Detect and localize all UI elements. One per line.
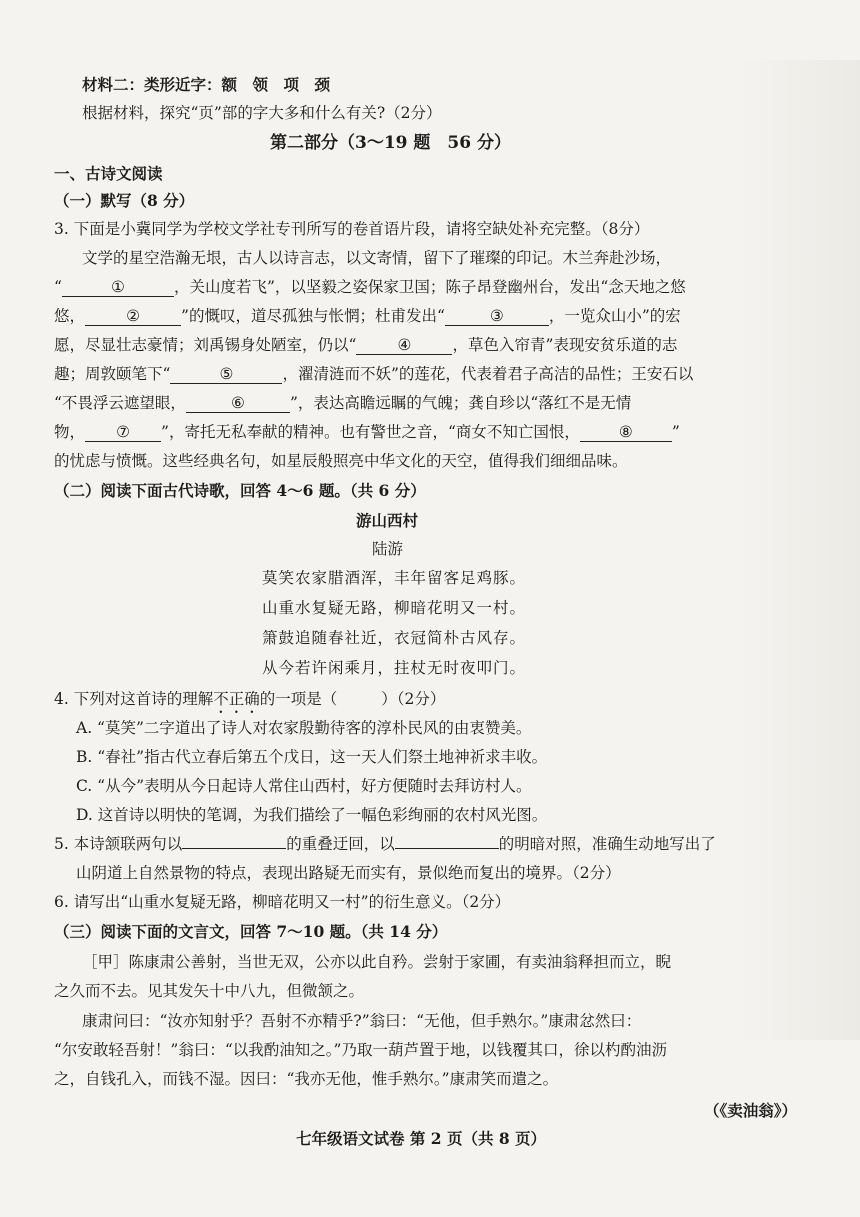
blank-2[interactable]: ② [85,307,181,326]
material-question: 根据材料，探究“页”部的字大多和什么有关?（2分） [82,104,442,122]
poem-title: 游山西村 [356,511,419,530]
q5-line-1: 5. 本诗颔联两句以 的重叠迂回，以 的明暗对照，准确生动地写出了 [54,835,716,853]
prose-line-3: 康肃问曰：“汝亦知射乎？吾射不亦精乎?”翁曰：“无他，但手熟尔。”康肃忿然曰： [82,1012,642,1030]
blank-5[interactable]: ⑤ [170,365,282,384]
q3-line-6: “不畏浮云遮望眼， ⑥ ”，表达高瞻远瞩的气魄；龚自珍以“落红不是无情 [54,394,632,412]
prose-line-2: 之久而不去。见其发矢十中八九，但微颔之。 [54,982,365,1000]
poem-author: 陆游 [372,540,404,558]
section-heading-ancient: 一、古诗文阅读 [54,164,163,183]
blank-7[interactable]: ⑦ [85,423,161,442]
prose-source: （《卖油翁》） [704,1101,798,1120]
page-footer: 七年级语文试卷 第 2 页（共 8 页） [296,1129,547,1148]
q3-line-2: “ ① ，关山度若飞”，以坚毅之姿保家卫国；陈子昂登幽州台，发出“念天地之悠 [54,278,686,296]
subsection-poem: （二）阅读下面古代诗歌，回答 4～6 题。（共 6 分） [54,481,426,500]
q4-option-d[interactable]: D. 这首诗以明快的笔调，为我们描绘了一幅色彩绚丽的农村风光图。 [76,806,548,824]
q6-stem: 6. 请写出“山重水复疑无路，柳暗花明又一村”的衍生意义。（2分） [54,893,511,911]
poem-line: 山重水复疑无路，柳暗花明又一村。 [262,599,527,617]
q3-line-4: 愿，尽显壮志豪情；刘禹锡身处陋室，仍以“ ④ ，草色入帘青”表现安贫乐道的志 [54,336,678,354]
prose-line-1: ［甲］陈康肃公善射，当世无双，公亦以此自矜。尝射于家圃，有卖油翁释担而立，睨 [82,953,672,971]
prose-line-5: 之，自钱孔入，而钱不湿。因曰：“我亦无他，惟手熟尔。”康肃笑而遣之。 [54,1070,559,1088]
q3-line-7: 物， ⑦ ”，寄托无私奉献的精神。也有警世之音，“商女不知亡国恨， ⑧ ” [54,423,680,441]
q5-line-2: 山阴道上自然景物的特点，表现出路疑无而实有，景似绝而复出的境界。（2分） [76,864,621,882]
q4-option-c[interactable]: C. “从今”表明从今日起诗人常住山西村，好方便随时去拜访村人。 [76,777,532,795]
poem-line: 从今若许闲乘月，拄杖无时夜叩门。 [262,659,527,677]
blank-1[interactable]: ① [62,278,174,297]
blank-3[interactable]: ③ [445,307,549,326]
q3-line-5: 趣；周敦颐笔下“ ⑤ ，濯清涟而不妖”的莲花，代表着君子高洁的品性；王安石以 [54,365,694,383]
blank-6[interactable]: ⑥ [186,394,290,413]
material-two: 材料二：类形近字：额 领 项 颈 [82,75,331,94]
q5-blank-1[interactable] [182,848,286,849]
poem-line: 箫鼓追随春社近，衣冠简朴古风存。 [262,629,527,647]
blank-4[interactable]: ④ [356,336,452,355]
q4-option-a[interactable]: A. “莫笑”二字道出了诗人对农家殷勤待客的淳朴民风的由衷赞美。 [76,719,532,737]
q3-line-1: 文学的星空浩瀚无垠，古人以诗言志，以文寄情，留下了璀璨的印记。木兰奔赴沙场， [82,249,672,267]
subsection-dictation: （一）默写（8 分） [54,191,195,210]
blank-8[interactable]: ⑧ [580,423,672,442]
q3-line-8: 的忧虑与愤慨。这些经典名句，如星辰般照亮中华文化的天空，值得我们细细品味。 [54,452,628,470]
q4-option-b[interactable]: B. “春社”指古代立春后第五个戊日，这一天人们祭土地神祈求丰收。 [76,748,548,766]
part-title: 第二部分（3～19 题 56 分） [270,133,511,153]
bleed-through-shadow [740,60,860,1040]
subsection-prose: （三）阅读下面的文言文，回答 7～10 题。（共 14 分） [54,922,448,941]
q3-line-3: 悠， ② ”的慨叹，道尽孤独与怅惘；杜甫发出“ ③ ，一览众山小”的宏 [54,307,681,325]
prose-line-4: “尔安敢轻吾射！”翁曰：“以我酌油知之。”乃取一葫芦置于地，以钱覆其口，徐以杓酌油沥 [54,1041,667,1059]
q4-stem: 4. 下列对这首诗的理解不正确的一项是（ ）（2分） [54,690,446,708]
poem-line: 莫笑农家腊酒浑，丰年留客足鸡豚。 [262,569,527,587]
q3-stem: 3. 下面是小冀同学为学校文学社专刊所写的卷首语片段，请将空缺处补充完整。（8分） [54,220,650,238]
q5-blank-2[interactable] [395,848,499,849]
